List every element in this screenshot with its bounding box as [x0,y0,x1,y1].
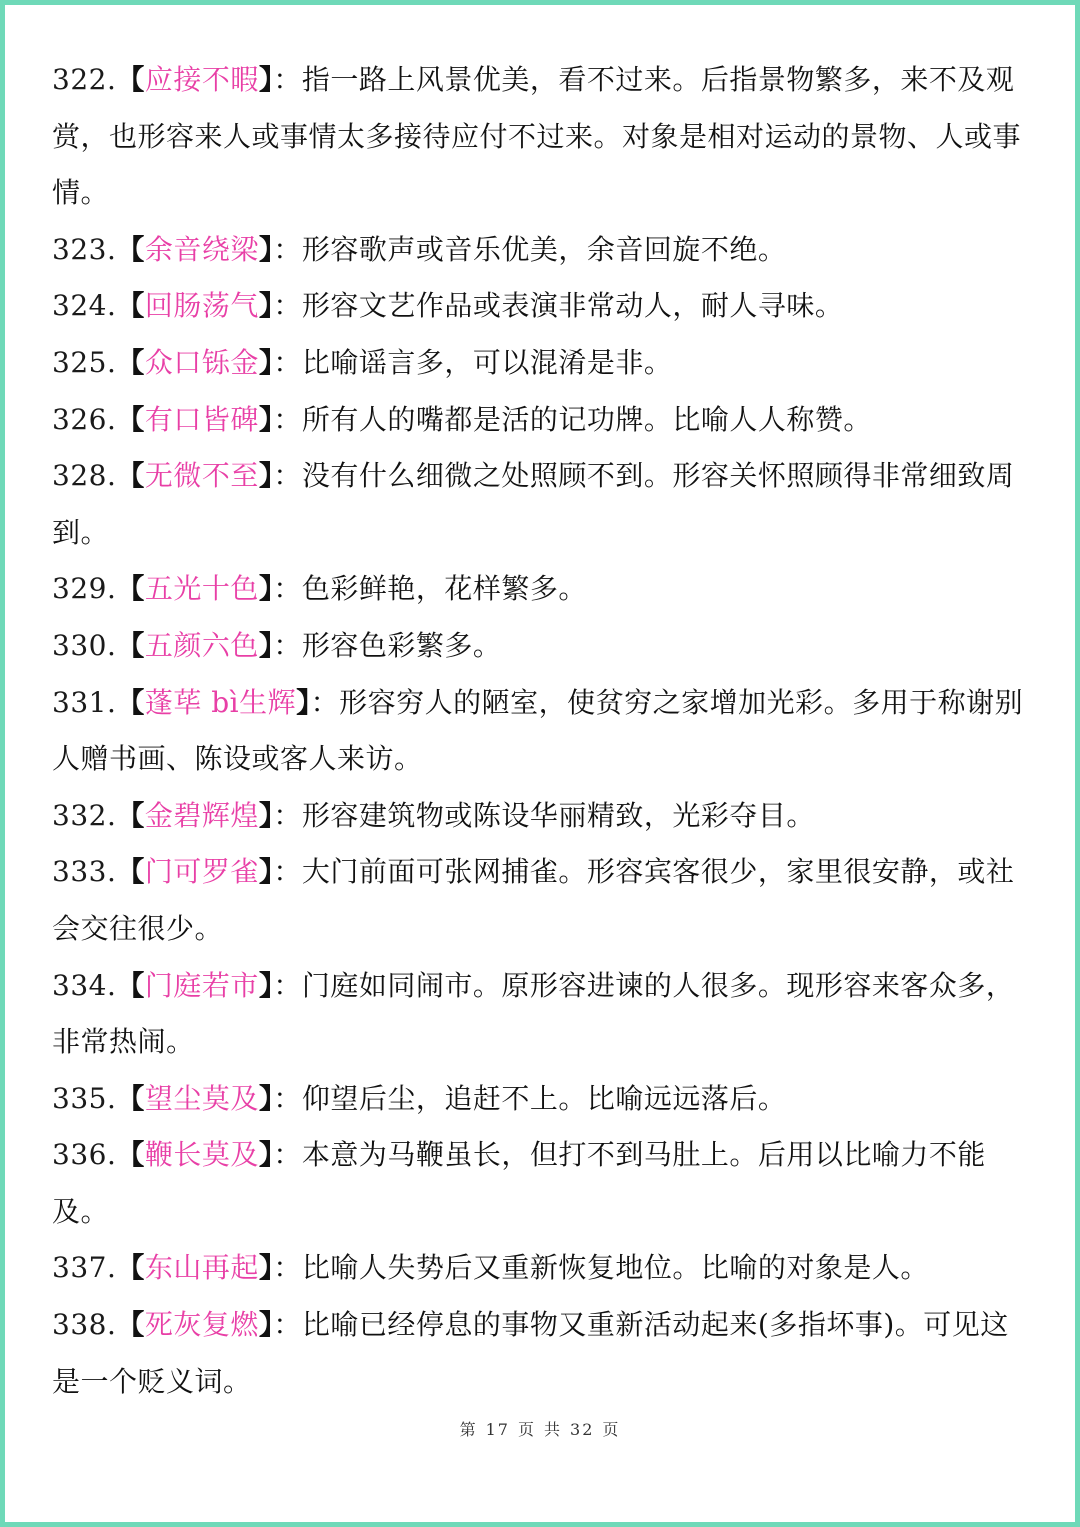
idiom-term: 有口皆碑 [144,402,259,436]
footer-total-prefix: 共 [544,1420,563,1439]
idiom-term: 回肠荡气 [144,289,259,323]
bracket-close: 】 [296,685,311,719]
bracket-open: 【 [116,289,145,323]
bracket-close: 】 [258,402,274,436]
entry-definition: 没有什么细微之处照顾不到。形容关怀照顾得非常细致周到。 [52,459,1015,549]
idiom-term: 鞭长莫及 [144,1138,259,1172]
idiom-term: 应接不暇 [144,63,259,96]
idiom-list [52,52,1037,1410]
entry-334 [52,958,1037,1071]
colon: ： [273,1081,302,1115]
idiom-term: 金碧辉煌 [144,798,259,832]
entry-329 [52,561,1037,618]
entry-number: 329. [52,572,117,606]
idiom-term: 门可罗雀 [144,855,259,889]
colon: ： [273,628,302,662]
entry-number: 334. [52,968,117,1002]
bracket-open: 【 [116,685,145,719]
colon: ： [273,232,302,266]
entry-number: 324. [52,289,117,323]
bracket-close: 】 [258,289,274,323]
idiom-term: 众口铄金 [144,345,259,379]
colon: ： [273,459,302,493]
bracket-close: 】 [258,63,274,96]
entry-definition: 形容文艺作品或表演非常动人，耐人寻味。 [301,289,844,323]
footer-prefix: 第 [459,1420,478,1439]
entry-definition: 形容建筑物或陈设华丽精致，光彩夺目。 [301,798,815,832]
entry-definition: 门庭如同闹市。原形容进谏的人很多。现形容来客众多，非常热闹。 [52,968,1015,1059]
entry-definition: 形容歌声或音乐优美，余音回旋不绝。 [301,232,787,266]
entry-number: 336. [52,1138,117,1172]
bracket-close: 】 [258,798,274,832]
bracket-open: 【 [116,402,145,436]
colon: ： [273,1308,302,1342]
entry-332 [52,788,1037,845]
idiom-term: 余音绕梁 [144,232,259,266]
entry-335 [52,1071,1037,1128]
bracket-open: 【 [116,628,145,662]
current-page-number: 17 [485,1420,510,1439]
entry-definition: 形容色彩繁多。 [301,628,502,662]
footer-total-unit: 页 [602,1420,621,1439]
bracket-open: 【 [116,1308,145,1342]
entry-definition: 形容穷人的陋室，使贫穷之家增加光彩。多用于称谢别人赠书画、陈设或客人来访。 [52,685,1024,776]
entry-definition: 仰望后尘，追赶不上。比喻远远落后。 [301,1081,787,1115]
entry-number: 331. [52,685,117,719]
colon: ： [273,572,302,606]
entry-definition: 所有人的嘴都是活的记功牌。比喻人人称赞。 [301,402,872,436]
idiom-term: 东山再起 [144,1251,259,1285]
entry-number: 337. [52,1251,117,1285]
entry-326 [52,392,1037,449]
bracket-open: 【 [116,1138,145,1172]
entry-328 [52,448,1037,561]
idiom-term: 死灰复燃 [144,1308,259,1342]
bracket-close: 】 [258,459,274,493]
bracket-open: 【 [116,345,145,379]
entry-325 [52,335,1037,392]
entry-338 [52,1297,1037,1410]
bracket-close: 】 [258,345,274,379]
entry-definition: 指一路上风景优美，看不过来。后指景物繁多，来不及观赏，也形容来人或事情太多接待应付不过来。对象是相对运动的景物、人或事情。 [52,63,1022,210]
entry-number: 335. [52,1081,117,1115]
entry-definition: 比喻已经停息的事物又重新活动起来(多指坏事)。可见这是一个贬义词。 [52,1308,1009,1398]
entry-337 [52,1240,1037,1297]
bracket-close: 】 [258,1081,274,1115]
bracket-open: 【 [116,798,145,832]
colon: ： [273,289,302,323]
entry-336 [52,1127,1037,1240]
colon: ： [310,685,340,719]
entry-number: 322. [52,63,117,96]
entry-number: 328. [52,459,117,493]
bracket-open: 【 [116,63,145,96]
bracket-close: 】 [258,1251,274,1285]
bracket-close: 】 [258,855,274,889]
bracket-close: 】 [258,572,274,606]
entry-definition: 大门前面可张网捕雀。形容宾客很少，家里很安静，或社会交往很少。 [52,855,1015,945]
colon: ： [273,345,302,379]
bracket-close: 】 [258,232,274,266]
entry-number: 333. [52,855,117,889]
entry-322 [52,52,1037,222]
idiom-term: 望尘莫及 [144,1081,259,1115]
page-footer [0,1417,1080,1440]
colon: ： [273,63,302,96]
entry-330 [52,618,1037,675]
colon: ： [273,1138,302,1172]
bracket-open: 【 [116,855,145,889]
entry-331 [52,675,1037,788]
bracket-close: 】 [258,628,274,662]
bracket-open: 【 [116,1251,145,1285]
entry-definition: 色彩鲜艳，花样繁多。 [301,572,587,606]
bracket-close: 】 [258,1308,274,1342]
entry-323 [52,222,1037,279]
colon: ： [273,798,302,832]
idiom-term: 五光十色 [144,572,259,606]
bracket-open: 【 [116,232,145,266]
entry-definition: 本意为马鞭虽长，但打不到马肚上。后用以比喻力不能及。 [52,1138,986,1228]
colon: ： [273,968,302,1002]
bracket-open: 【 [116,572,145,606]
idiom-term: 五颜六色 [144,628,259,662]
entry-number: 323. [52,232,117,266]
bracket-open: 【 [116,968,145,1002]
entry-definition: 比喻人失势后又重新恢复地位。比喻的对象是人。 [301,1251,929,1285]
entry-333 [52,844,1037,957]
entry-324 [52,278,1037,335]
entry-number: 330. [52,628,117,662]
entry-definition: 比喻谣言多，可以混淆是非。 [301,345,673,379]
colon: ： [273,1251,302,1285]
footer-page-unit: 页 [517,1420,536,1439]
bracket-close: 】 [258,1138,274,1172]
entry-number: 332. [52,798,117,832]
idiom-term: 无微不至 [144,459,259,493]
total-page-count: 32 [570,1420,595,1439]
entry-number: 325. [52,345,117,379]
idiom-term: 门庭若市 [144,968,259,1002]
bracket-open: 【 [116,1081,145,1115]
entry-number: 326. [52,402,117,436]
colon: ： [273,402,302,436]
entry-number: 338. [52,1308,117,1342]
bracket-open: 【 [116,459,145,493]
idiom-term: 蓬荜 bì生辉 [144,685,297,719]
colon: ： [273,855,302,889]
bracket-close: 】 [258,968,274,1002]
